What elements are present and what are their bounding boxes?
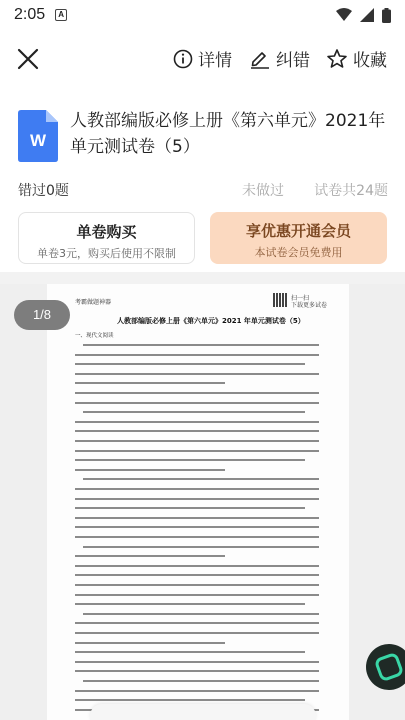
paper-text-line (75, 363, 305, 365)
paper-text-line (83, 680, 319, 682)
paper-text-line (75, 392, 319, 394)
status-icons (336, 8, 391, 23)
paper-text-line (75, 555, 225, 557)
correct-button[interactable] (249, 46, 310, 71)
paper-page (47, 284, 349, 720)
star-icon (326, 48, 348, 70)
status-time: 2:05 (14, 6, 46, 23)
paper-title: 人教部编版必修上册《第六单元》2021 年单元测试卷（5） (117, 317, 305, 325)
scan-line-2: 下载更多试卷 (291, 302, 328, 309)
paper-text-line (75, 594, 319, 596)
paper-text-line (75, 469, 225, 471)
paper-text-line (75, 421, 319, 423)
document-header (18, 106, 388, 168)
vip-membership-button[interactable] (210, 212, 387, 264)
paper-text-line (75, 402, 319, 404)
scan-line-1: 扫一扫 (291, 295, 310, 302)
favorite-label: 收藏 (353, 51, 387, 71)
doc-icon-letter: W (29, 131, 47, 150)
paper-text-line (75, 642, 225, 644)
exam-stats (18, 180, 388, 200)
paper-text-line (75, 488, 319, 490)
document-preview[interactable] (0, 284, 405, 720)
paper-text-line (75, 651, 305, 653)
details-label: 详情 (198, 51, 232, 71)
paper-text-line (83, 478, 319, 480)
paper-text-line (75, 661, 319, 663)
document-title: 人教部编版必修上册《第六单元》2021年单元测试卷（5） (70, 111, 386, 157)
paper-text-line (75, 450, 319, 452)
paper-text-line (75, 354, 319, 356)
paper-text-line (75, 603, 305, 605)
paper-text-line (75, 690, 319, 692)
purchase-row (18, 212, 387, 264)
paper-header-brand: 考霸做题神器 (75, 299, 112, 306)
single-purchase-button[interactable] (18, 212, 195, 264)
paper-text-line (75, 517, 319, 519)
info-icon (173, 49, 193, 69)
single-purchase-title: 单卷购买 (76, 223, 137, 241)
vip-title: 享优惠开通会员 (245, 222, 351, 240)
paper-text-line (83, 411, 305, 413)
paper-text-line (75, 430, 319, 432)
status-bar (0, 0, 405, 30)
paper-text-line (83, 613, 319, 615)
paper-text-line (75, 526, 319, 528)
paper-text-line (83, 344, 319, 346)
paper-text-line (75, 565, 319, 567)
favorite-button[interactable] (326, 46, 387, 71)
bottom-sheet-handle[interactable] (90, 704, 316, 720)
page-indicator: 1/8 (14, 300, 70, 330)
vip-subtitle: 本试卷会员免费用 (254, 246, 343, 259)
paper-text-line (75, 670, 319, 672)
paper-header-scan (291, 295, 327, 309)
paper-text-line (75, 584, 319, 586)
close-icon[interactable] (14, 45, 42, 73)
details-button[interactable] (173, 46, 232, 71)
paper-section-heading: 一、现代文阅读 (75, 333, 114, 339)
notification-badge: A (55, 9, 67, 21)
paper-text-line (75, 382, 225, 384)
single-purchase-subtitle: 单卷3元，购买后使用不限制 (37, 247, 176, 260)
paper-text-line (75, 373, 319, 375)
wrong-count: 错过0题 (18, 183, 69, 199)
word-document-icon (18, 110, 58, 162)
paper-text-line (75, 574, 319, 576)
paper-text-line (75, 536, 319, 538)
undone-status: 未做过 (242, 183, 284, 199)
correct-label: 纠错 (276, 51, 310, 71)
paper-text-line (75, 507, 305, 509)
top-toolbar (0, 36, 405, 84)
app-shortcut-icon (374, 652, 405, 683)
qr-code-icon (273, 293, 287, 307)
floating-action-button[interactable] (366, 644, 405, 690)
battery-icon (382, 8, 391, 23)
signal-icon (360, 8, 374, 22)
section-divider (0, 272, 405, 284)
paper-text-line (75, 498, 319, 500)
paper-text-line (75, 632, 319, 634)
paper-text-line (75, 699, 305, 701)
total-questions: 试卷共24题 (314, 183, 388, 199)
edit-pen-icon (249, 49, 271, 69)
paper-text-line (83, 546, 319, 548)
paper-text-line (75, 459, 305, 461)
wifi-icon (336, 8, 352, 22)
paper-text-line (75, 440, 319, 442)
paper-text-line (75, 622, 319, 624)
